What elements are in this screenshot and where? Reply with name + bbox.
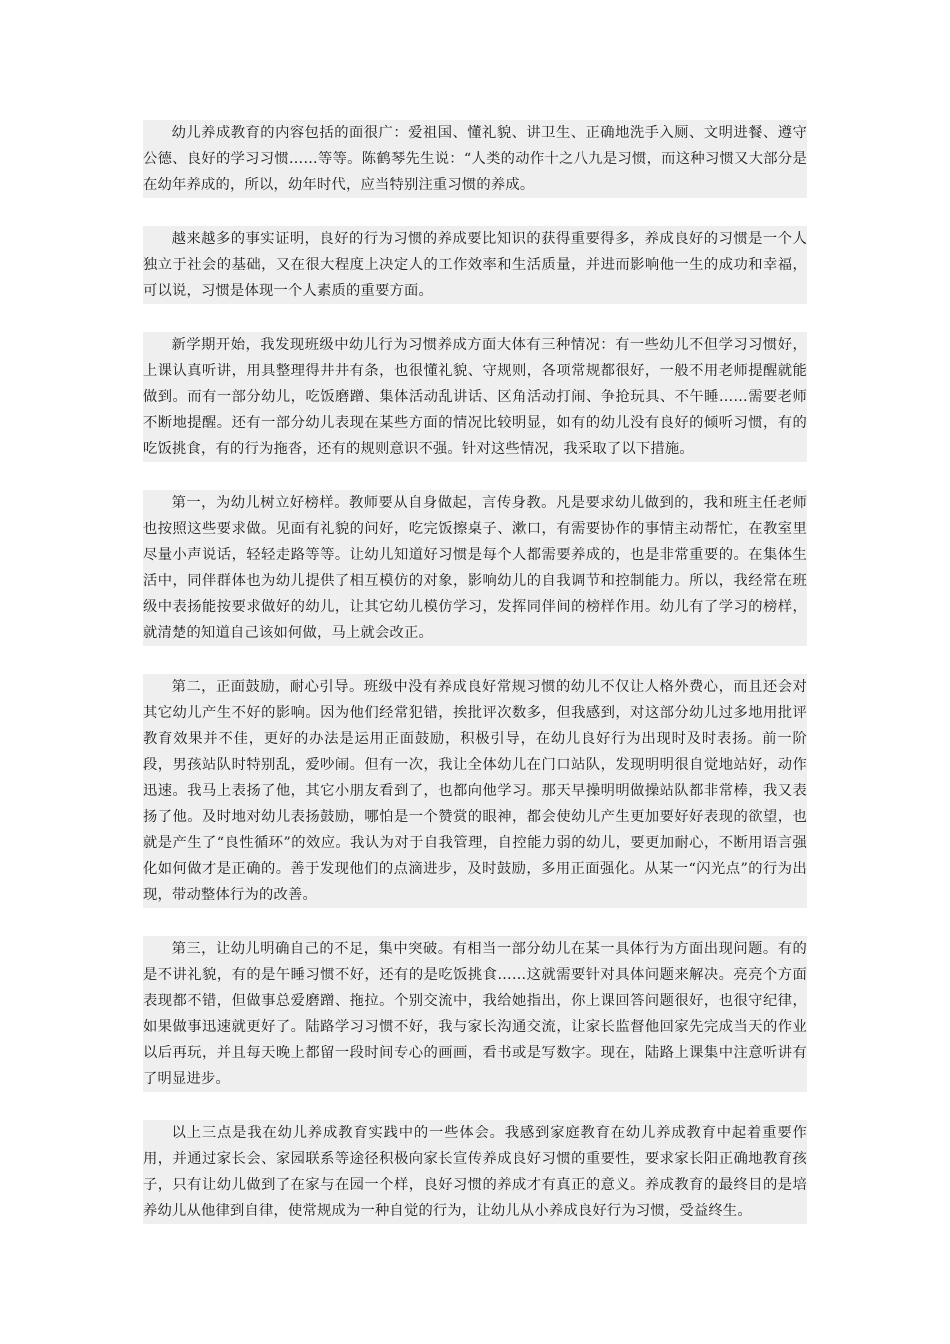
paragraph-6: 第三，让幼儿明确自己的不足，集中突破。有相当一部分幼儿在某一具体行为方面出现问题。有的是不讲礼貌，有的是午睡习惯不好，还有的是吃饭挑食……这就需要针对具体问题来解决。亮亮个方面表现都不错，但做事总爱磨蹭、拖拉。个别交流中，我给她指出，你上课回答问题很好，也很守纪律，如果做事迅速就更好了。陆路学习习惯不好，我与家长沟通交流，让家长监督他回家先完成当天的作业以后再玩，并且每天晚上都留一段时间专心的画画，看书或是写数字。现在，陆路上课集中注意听讲有了明显进步。 [143,936,807,1092]
paragraph-7: 以上三点是我在幼儿养成教育实践中的一些体会。我感到家庭教育在幼儿养成教育中起着重要作用，并通过家长会、家园联系等途径积极向家长宣传养成良好习惯的重要性，要求家长阳正确地教育孩子，只有让幼儿做到了在家与在园一个样，良好习惯的养成才有真正的意义。养成教育的最终目的是培养幼儿从他律到自律，使常规成为一种自觉的行为，让幼儿从小养成良好行为习惯，受益终生。 [143,1120,807,1224]
paragraph-2: 越来越多的事实证明，良好的行为习惯的养成要比知识的获得重要得多，养成良好的习惯是一个人独立于社会的基础，又在很大程度上决定人的工作效率和生活质量，并进而影响他一生的成功和幸福，可以说，习惯是体现一个人素质的重要方面。 [143,226,807,304]
paragraph-4: 第一，为幼儿树立好榜样。教师要从自身做起，言传身教。凡是要求幼儿做到的，我和班主任老师也按照这些要求做。见面有礼貌的问好，吃完饭擦桌子、漱口，有需要协作的事情主动帮忙，在教室里尽量小声说话，轻轻走路等等。让幼儿知道好习惯是每个人都需要养成的，也是非常重要的。在集体生活中，同伴群体也为幼儿提供了相互模仿的对象，影响幼儿的自我调节和控制能力。所以，我经常在班级中表扬能按要求做好的幼儿，让其它幼儿模仿学习，发挥同伴间的榜样作用。幼儿有了学习的榜样，就清楚的知道自己该如何做，马上就会改正。 [143,490,807,646]
paragraph-3: 新学期开始，我发现班级中幼儿行为习惯养成方面大体有三种情况：有一些幼儿不但学习习惯好，上课认真听讲，用具整理得井井有条，也很懂礼貌、守规则，各项常规都很好，一般不用老师提醒就能做到。而有一部分幼儿，吃饭磨蹭、集体活动乱讲话、区角活动打闹、争抢玩具、不午睡……需要老师不断地提醒。还有一部分幼儿表现在某些方面的情况比较明显，如有的幼儿没有良好的倾听习惯，有的吃饭挑食，有的行为拖沓，还有的规则意识不强。针对这些情况，我采取了以下措施。 [143,332,807,462]
document-body [143,120,807,1252]
paragraph-1: 幼儿养成教育的内容包括的面很广：爱祖国、懂礼貌、讲卫生、正确地洗手入厕、文明进餐、遵守公德、良好的学习习惯……等等。陈鹤琴先生说：“人类的动作十之八九是习惯，而这种习惯又大部分是在幼年养成的，所以，幼年时代，应当特别注重习惯的养成。 [143,120,807,198]
paragraph-5: 第二，正面鼓励，耐心引导。班级中没有养成良好常规习惯的幼儿不仅让人格外费心，而且还会对其它幼儿产生不好的影响。因为他们经常犯错，挨批评次数多，但我感到，对这部分幼儿过多地用批评教育效果并不佳，更好的办法是运用正面鼓励，积极引导，在幼儿良好行为出现时及时表扬。前一阶段，男孩站队时特别乱，爱吵闹。但有一次，我让全体幼儿在门口站队，发现明明很自觉地站好，动作迅速。我马上表扬了他，其它小朋友看到了，也都向他学习。那天早操明明做操站队都非常棒，我又表扬了他。及时地对幼儿表扬鼓励，哪怕是一个赞赏的眼神，都会使幼儿产生更加要好好表现的欲望，也就是产生了“良性循环”的效应。我认为对于自我管理，自控能力弱的幼儿，要更加耐心，不断用语言强化如何做才是正确的。善于发现他们的点滴进步，及时鼓励，多用正面强化。从某一“闪光点”的行为出现，带动整体行为的改善。 [143,674,807,908]
